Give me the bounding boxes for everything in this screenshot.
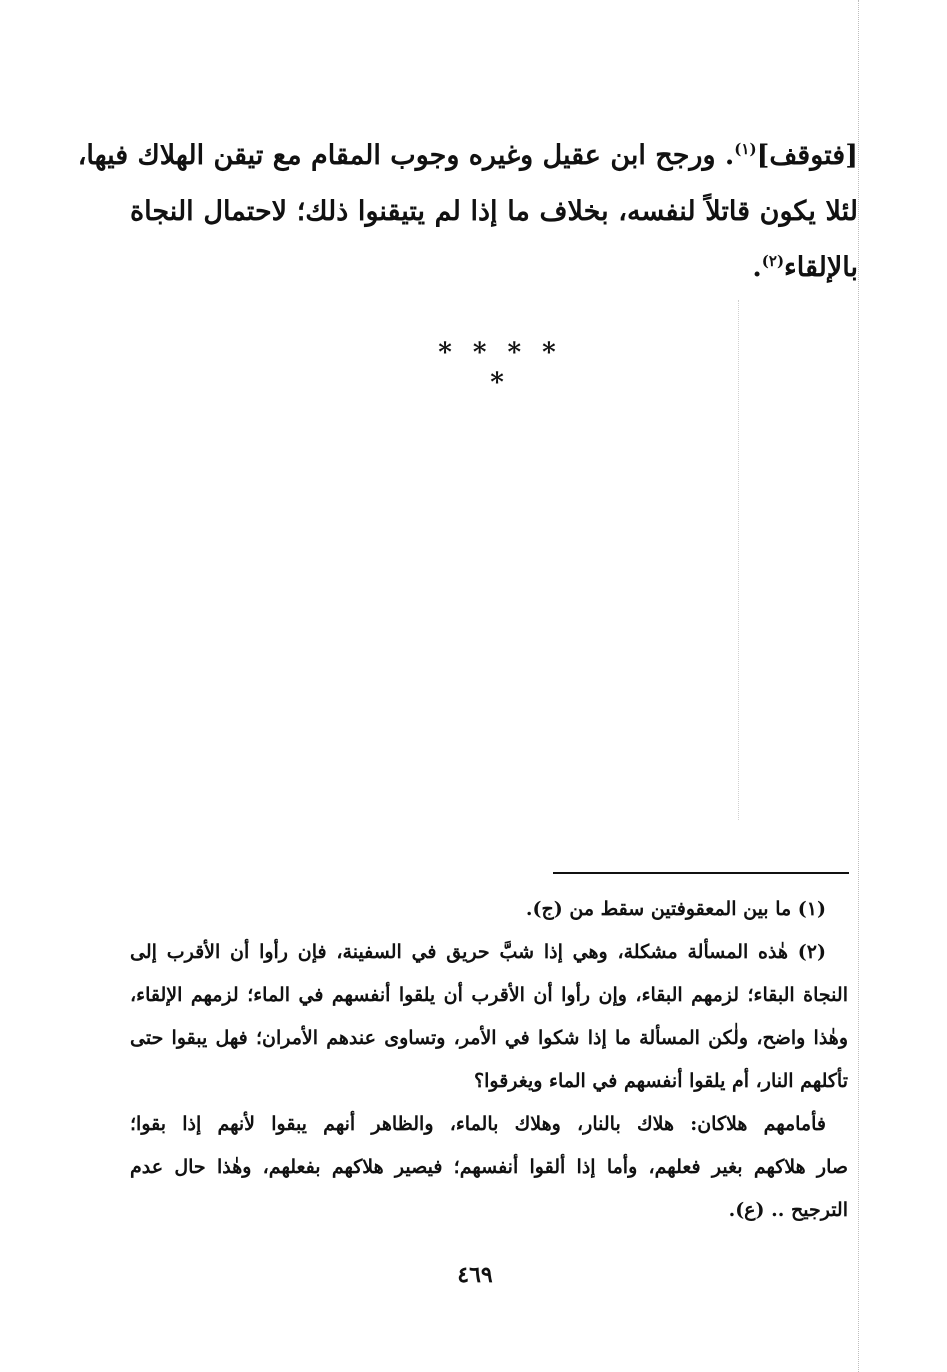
- main-line-3: [130, 240, 858, 296]
- footnote-ref-1: (١): [734, 140, 757, 158]
- section-separator-stars: * * * * *: [438, 338, 562, 398]
- footnote-2-line-1: (٢) هٰذه المسألة مشكلة، وهي إذا شبَّ حريق في السفينة، فإن رأوا أن الأقرب إلى: [130, 941, 826, 963]
- footnote-2-line-2: النجاة البقاء؛ لزمهم البقاء، وإن رأوا أن الأقرب أن يلقوا أنفسهم في الماء؛ لزمهم الإلقاء،: [130, 984, 848, 1006]
- footnote-2-line-7: الترجيح .. (ع).: [728, 1199, 848, 1221]
- page-edge-dotted-line: [858, 0, 859, 1372]
- footnotes-block: [130, 888, 848, 1232]
- bracket-word: [فتوقف]: [756, 140, 858, 171]
- footnote-divider: [553, 872, 849, 874]
- main-line-1: [77, 128, 858, 184]
- main-line-3-text: بالإلقاء: [784, 252, 858, 283]
- footnote-ref-2: (٢): [761, 252, 785, 270]
- main-line-1-rest: . ورجح ابن عقيل وغيره وجوب المقام مع تيقن الهلاك فيها،: [77, 140, 735, 171]
- main-line-3-end: .: [752, 252, 762, 283]
- footnote-2-line-3: وهٰذا واضح، ولٰكن المسألة ما إذا شكوا في الأمر، وتساوى عندهم الأمران؛ فهل يبقوا حتى: [130, 1027, 848, 1049]
- footnote-2-line-6: صار هلاكهم بغير فعلهم، وأما إذا ألقوا أنفسهم؛ فيصير هلاكهم بفعلهم، وهٰذا حال عدم: [130, 1156, 848, 1178]
- page-number: ٤٦٩: [457, 1262, 493, 1288]
- main-body-text: [77, 128, 858, 296]
- main-line-2: لئلا يكون قاتلاً لنفسه، بخلاف ما إذا لم يتيقنوا ذلك؛ لاحتمال النجاة: [130, 196, 858, 227]
- footnote-2-line-4: تأكلهم النار، أم يلقوا أنفسهم في الماء ويغرقوا؟: [474, 1070, 848, 1092]
- scan-artifact-dotted-line: [738, 300, 739, 820]
- footnote-2-line-5: فأمامهم هلاكان: هلاك بالنار، وهلاك بالماء، والظاهر أنهم يبقوا لأنهم إذا بقوا؛: [130, 1113, 826, 1135]
- footnote-1: (١) ما بين المعقوفتين سقط من (ج).: [525, 898, 826, 920]
